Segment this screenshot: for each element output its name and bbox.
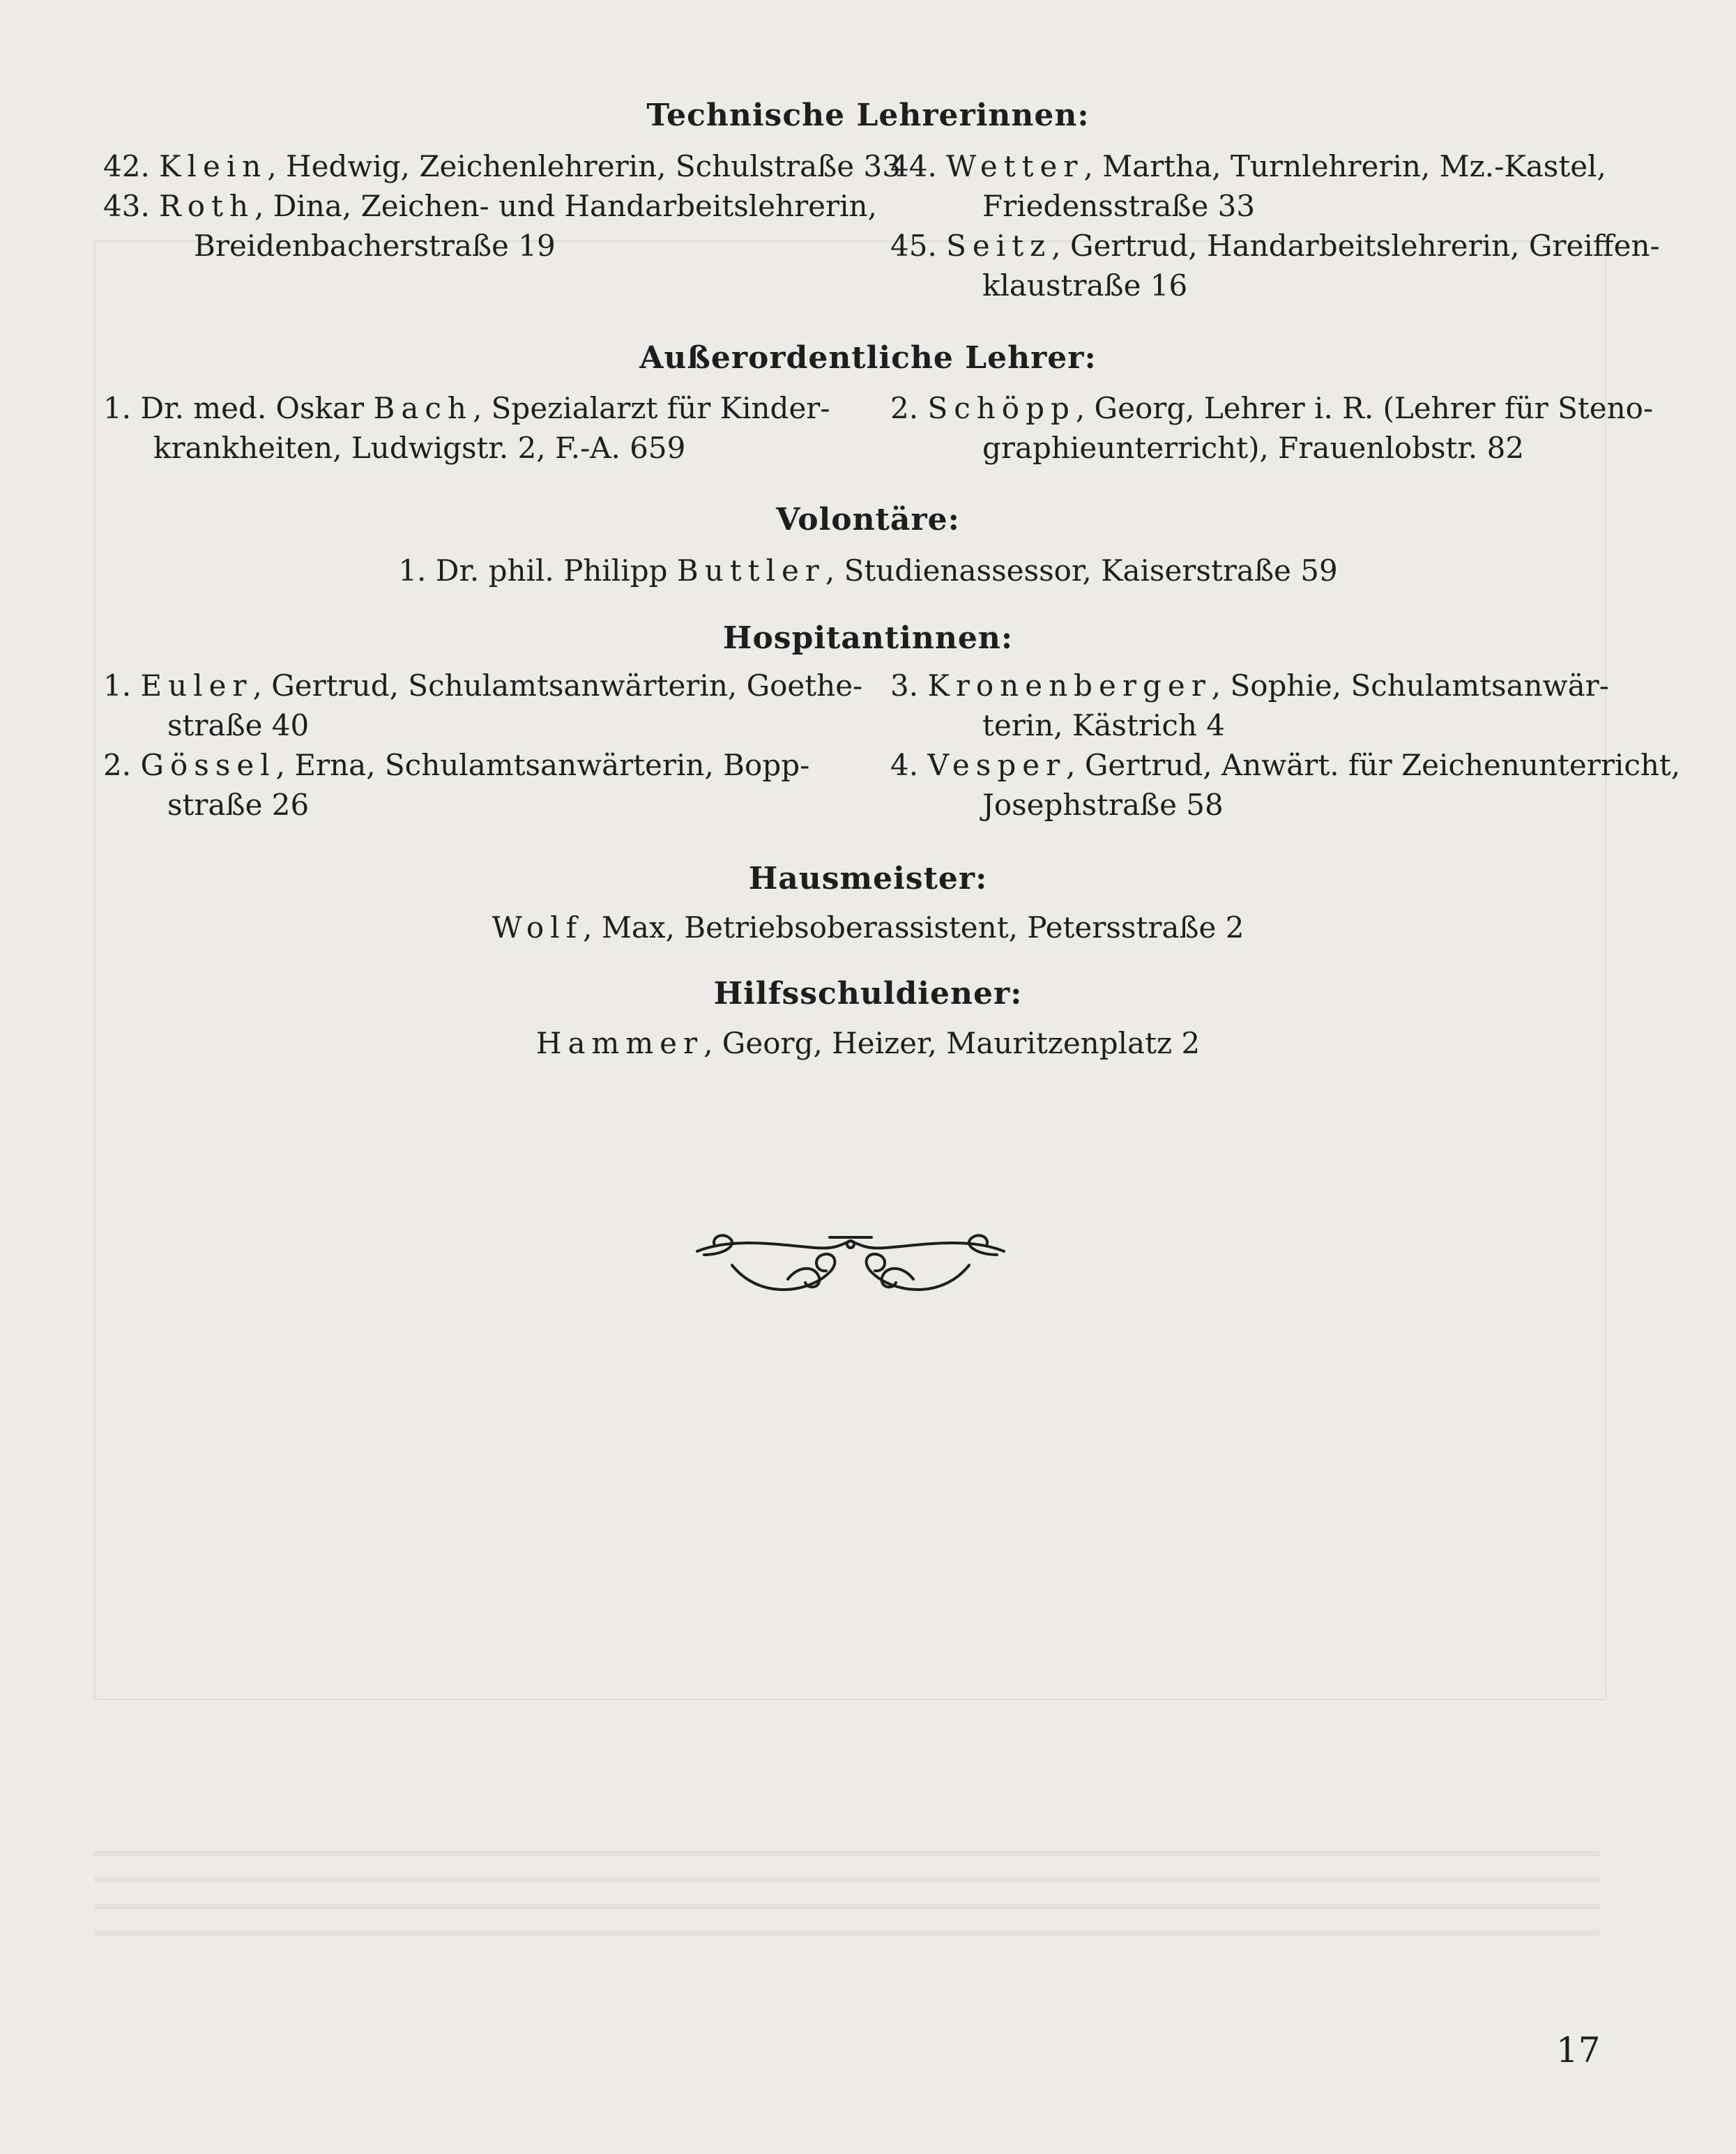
section-heading-extraordinary: Außerordentliche Lehrer: [639,340,1097,376]
section-heading-guests: Hospitantinnen: [722,620,1014,656]
list-item: 1. Euler, Gertrud, Schulamtsanwärterin, Goethe- straße 40 [103,669,863,742]
list-item: 45. Seitz, Gertrud, Handarbeitslehrerin, Greiffen- klaustraße 16 [890,229,1660,303]
section-heading-volunteers: Volontäre: [776,502,960,537]
page-number: 17 [1556,2030,1601,2070]
list-item: Hammer, Georg, Heizer, Mauritzenplatz 2 [535,1026,1201,1060]
list-item: 42. Klein, Hedwig, Zeichenlehrerin, Schulstraße 33 [103,149,901,183]
show-through-footnotes [94,1830,1600,1948]
list-item: 1. Dr. med. Oskar Bach, Spezialarzt für Kinder- krankheiten, Ludwigstr. 2, F.-A. 659 [103,391,830,465]
list-item: 2. Schöpp, Georg, Lehrer i. R. (Lehrer für Steno- graphieunterricht), Frauenlobstr. 82 [890,391,1654,465]
flourish-ornament-icon [690,1223,1011,1321]
list-item: 43. Roth, Dina, Zeichen- und Handarbeitslehrerin, Breidenbacherstraße 19 [103,189,877,263]
list-item: 44. Wetter, Martha, Turnlehrerin, Mz.-Kastel, Friedensstraße 33 [890,149,1606,223]
section-heading-technical: Technische Lehrerinnen: [646,98,1090,133]
section-heading-assistant: Hilfsschuldiener: [713,976,1023,1011]
list-item: 2. Gössel, Erna, Schulamtsanwärterin, Bopp- straße 26 [103,748,810,822]
section-heading-caretaker: Hausmeister: [748,861,988,896]
list-item: 4. Vesper, Gertrud, Anwärt. für Zeichenunterricht, Josephstraße 58 [890,748,1681,822]
list-item: 3. Kronenberger, Sophie, Schulamtsanwär- terin, Kästrich 4 [890,669,1609,742]
list-item: Wolf, Max, Betriebsoberassistent, Petersstraße 2 [492,910,1244,945]
list-item: 1. Dr. phil. Philipp Buttler, Studienassessor, Kaiserstraße 59 [398,553,1338,588]
